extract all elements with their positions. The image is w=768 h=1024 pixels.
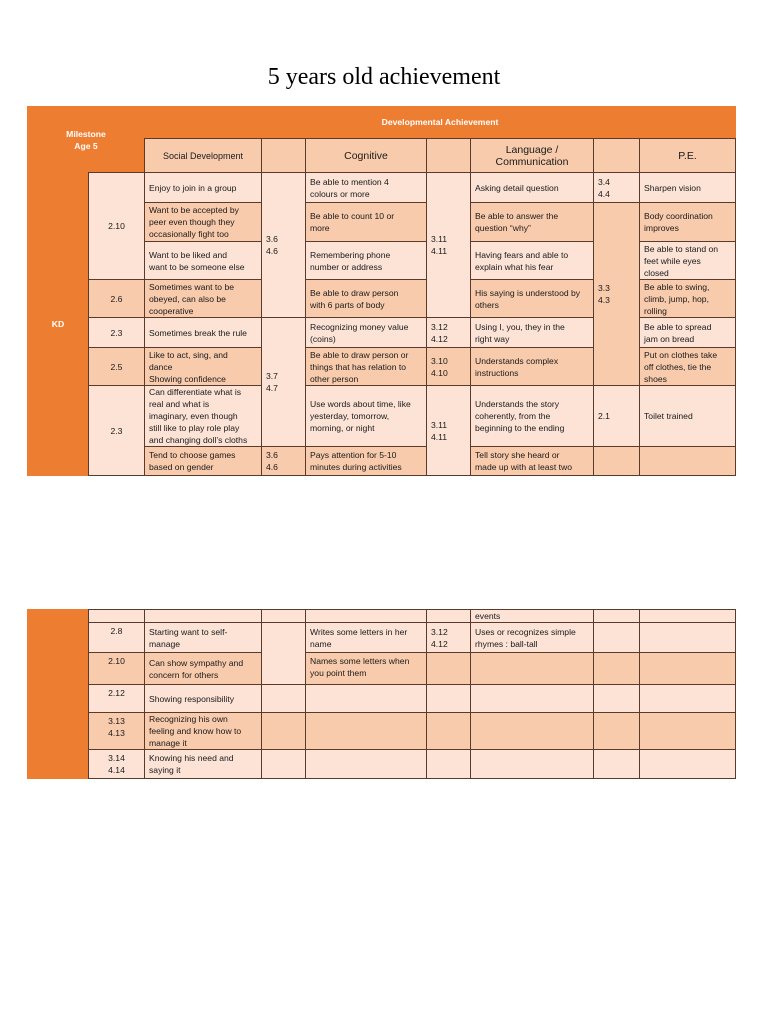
pe-cell: Put on clothes take off clothes, tie the shoes	[639, 347, 736, 386]
social-cell: Can differentiate what is real and what is imaginary, even though still like to play role play and changing doll’s cloths	[144, 385, 262, 447]
language-code: 3.10 4.10	[426, 347, 471, 386]
pe-code	[593, 609, 640, 623]
language-cell	[470, 652, 594, 685]
social-cell: Want to be accepted by peer even though they occasionally fight too	[144, 202, 262, 242]
pe-code: 3.3 4.3	[593, 202, 640, 386]
language-cell: Having fears and able to explain what his fear	[470, 241, 594, 280]
language-cell: Understands the story coherently, from the beginning to the ending	[470, 385, 594, 447]
social-cell: Sometimes want to be obeyed, can also be cooperative	[144, 279, 262, 318]
kd-code: 2.6	[88, 279, 145, 318]
pe-cell	[639, 684, 736, 713]
social-cell: Can show sympathy and concern for others	[144, 652, 262, 685]
cognitive-code	[261, 622, 306, 685]
kd-code: 2.3	[88, 385, 145, 476]
language-cell: Uses or recognizes simple rhymes : ball-tall	[470, 622, 594, 653]
language-cell: Understands complex instructions	[470, 347, 594, 386]
social-cell: Tend to choose games based on gender	[144, 446, 262, 476]
kd-label	[27, 609, 89, 779]
cognitive-cell	[305, 609, 427, 623]
milestone-header: Milestone Age 5	[27, 106, 145, 173]
pe-cell	[639, 749, 736, 779]
pe-code	[593, 749, 640, 779]
pe-cell: Sharpen vision	[639, 172, 736, 203]
cognitive-cell: Pays attention for 5-10 minutes during activities	[305, 446, 427, 476]
kd-code: 2.12	[88, 684, 145, 713]
pe-cell: Body coordination improves	[639, 202, 736, 242]
language-cell: Asking detail question	[470, 172, 594, 203]
pe-code: 2.1	[593, 385, 640, 447]
kd-code: 2.5	[88, 347, 145, 386]
kd-code	[88, 609, 145, 623]
social-cell: Like to act, sing, and dance Showing confidence	[144, 347, 262, 386]
kd-code: 2.3	[88, 317, 145, 348]
pe-code	[593, 712, 640, 750]
cognitive-code: 3.7 4.7	[261, 317, 306, 447]
language-code	[426, 684, 471, 713]
social-cell: Knowing his need and saying it	[144, 749, 262, 779]
cognitive-cell	[305, 684, 427, 713]
cognitive-cell: Be able to count 10 or more	[305, 202, 427, 242]
cognitive-cell: Be able to draw person or things that has relation to other person	[305, 347, 427, 386]
language-cell	[470, 749, 594, 779]
language-cell: Tell story she heard or made up with at least two	[470, 446, 594, 476]
pe-cell: Be able to stand on feet while eyes closed	[639, 241, 736, 280]
social-cell	[144, 609, 262, 623]
language-code: 3.12 4.12	[426, 622, 471, 653]
social-cell: Enjoy to join in a group	[144, 172, 262, 203]
kd-code: 2.8	[88, 622, 145, 653]
language-cell	[470, 712, 594, 750]
language-code	[426, 712, 471, 750]
language-code	[426, 609, 471, 623]
social-cell: Starting want to self- manage	[144, 622, 262, 653]
language-cell: His saying is understood by others	[470, 279, 594, 318]
social-header: Social Development	[144, 138, 262, 173]
kd-label: KD	[27, 172, 89, 476]
code-header	[593, 138, 640, 173]
social-cell: Showing responsibility	[144, 684, 262, 713]
pe-cell: Toilet trained	[639, 385, 736, 447]
pe-code	[593, 684, 640, 713]
language-cell: events	[470, 609, 594, 623]
cognitive-cell: Use words about time, like yesterday, tomorrow, morning, or night	[305, 385, 427, 447]
cognitive-code	[261, 749, 306, 779]
pe-code: 3.4 4.4	[593, 172, 640, 203]
pe-cell	[639, 652, 736, 685]
social-cell: Want to be liked and want to be someone else	[144, 241, 262, 280]
pe-cell	[639, 712, 736, 750]
developmental-header: Developmental Achievement	[144, 106, 736, 138]
kd-code: 2.10	[88, 172, 145, 280]
language-header: Language / Communication	[470, 138, 594, 173]
social-cell: Recognizing his own feeling and know how to manage it	[144, 712, 262, 750]
pe-cell: Be able to swing, climb, jump, hop, rolling	[639, 279, 736, 318]
language-cell: Using I, you, they in the right way	[470, 317, 594, 348]
cognitive-code: 3.6 4.6	[261, 172, 306, 318]
cognitive-cell	[305, 749, 427, 779]
kd-code: 3.13 4.13	[88, 712, 145, 750]
pe-code	[593, 446, 640, 476]
kd-code: 2.10	[88, 652, 145, 685]
pe-cell	[639, 446, 736, 476]
cognitive-header: Cognitive	[305, 138, 427, 173]
cognitive-cell: Be able to mention 4 colours or more	[305, 172, 427, 203]
language-cell: Be able to answer the question “why”	[470, 202, 594, 242]
pe-cell: Be able to spread jam on bread	[639, 317, 736, 348]
pe-cell	[639, 622, 736, 653]
cognitive-cell: Remembering phone number or address	[305, 241, 427, 280]
page-title: 5 years old achievement	[267, 64, 501, 90]
cognitive-code: 3.6 4.6	[261, 446, 306, 476]
cognitive-code	[261, 684, 306, 713]
cognitive-cell: Be able to draw person with 6 parts of body	[305, 279, 427, 318]
language-cell	[470, 684, 594, 713]
pe-cell	[639, 609, 736, 623]
language-code: 3.12 4.12	[426, 317, 471, 348]
code-header	[426, 138, 471, 173]
pe-code	[593, 622, 640, 653]
social-cell: Sometimes break the rule	[144, 317, 262, 348]
cognitive-code	[261, 609, 306, 623]
kd-code: 3.14 4.14	[88, 749, 145, 779]
pe-header: P.E.	[639, 138, 736, 173]
cognitive-code	[261, 712, 306, 750]
cognitive-cell: Writes some letters in her name	[305, 622, 427, 653]
cognitive-cell: Names some letters when you point them	[305, 652, 427, 685]
language-code: 3.11 4.11	[426, 172, 471, 318]
language-code	[426, 652, 471, 685]
pe-code	[593, 652, 640, 685]
language-code	[426, 749, 471, 779]
cognitive-cell	[305, 712, 427, 750]
cognitive-cell: Recognizing money value (coins)	[305, 317, 427, 348]
language-code: 3.11 4.11	[426, 385, 471, 476]
code-header	[261, 138, 306, 173]
